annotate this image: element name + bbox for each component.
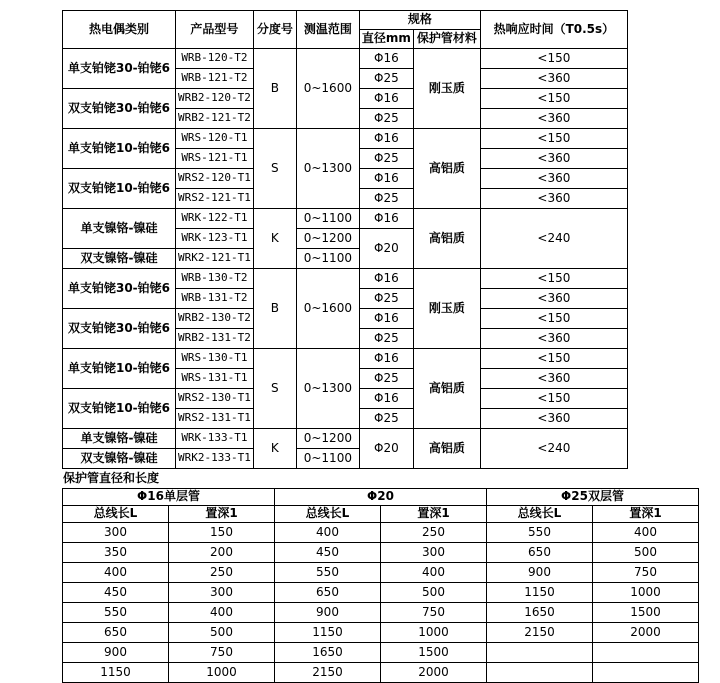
table-cell: 单支铂铑10-铂铑6 <box>63 129 176 169</box>
table-cell: 高铝质 <box>413 209 480 269</box>
table-cell: 刚玉质 <box>413 269 480 349</box>
length-cell: 900 <box>487 563 593 583</box>
table-cell: WRK-123-T1 <box>176 229 254 249</box>
table-cell: WRS2-130-T1 <box>176 389 254 409</box>
protection-tube-length-table <box>62 488 699 683</box>
table-cell: 双支铂铑10-铂铑6 <box>63 169 176 209</box>
table-cell: <150 <box>480 309 627 329</box>
length-table-row <box>63 603 699 623</box>
length-cell: 1000 <box>381 623 487 643</box>
length-cell <box>487 663 593 683</box>
length-cell: 650 <box>63 623 169 643</box>
header-product-model: 产品型号 <box>176 11 254 49</box>
table-cell: Φ25 <box>359 409 413 429</box>
header-graduation-number: 分度号 <box>253 11 296 49</box>
table-cell: Φ25 <box>359 189 413 209</box>
spec-table-row <box>63 209 628 229</box>
table-cell: B <box>253 269 296 349</box>
length-cell: 2150 <box>275 663 381 683</box>
length-cell: 500 <box>169 623 275 643</box>
length-cell: 250 <box>169 563 275 583</box>
header-temperature-range: 测温范围 <box>296 11 359 49</box>
table-cell: K <box>253 209 296 269</box>
table-cell: 单支铂铑10-铂铑6 <box>63 349 176 389</box>
table-cell: WRS2-120-T1 <box>176 169 254 189</box>
table-cell: B <box>253 49 296 129</box>
length-cell: 750 <box>381 603 487 623</box>
table-cell: <360 <box>480 169 627 189</box>
table-cell: S <box>253 349 296 429</box>
table-cell: 0~1100 <box>296 249 359 269</box>
table-cell: 高铝质 <box>413 429 480 469</box>
length-cell: 550 <box>487 523 593 543</box>
protection-tube-section-label: 保护管直径和长度 <box>63 471 160 485</box>
table-cell: WRB2-120-T2 <box>176 89 254 109</box>
length-cell: 1000 <box>593 583 699 603</box>
table-cell: 0~1300 <box>296 129 359 209</box>
table-cell: WRB-131-T2 <box>176 289 254 309</box>
length-cell: 750 <box>169 643 275 663</box>
length-cell: 1500 <box>381 643 487 663</box>
length-cell: 2150 <box>487 623 593 643</box>
length-cell: 300 <box>381 543 487 563</box>
thermocouple-spec-table <box>62 10 628 469</box>
table-cell: WRK2-121-T1 <box>176 249 254 269</box>
table-cell: 高铝质 <box>413 129 480 209</box>
table-cell: Φ16 <box>359 49 413 69</box>
table-cell: <150 <box>480 269 627 289</box>
table-cell: WRS2-131-T1 <box>176 409 254 429</box>
length-col-header: 置深1 <box>593 506 699 523</box>
header-specification: 规格 <box>359 11 480 30</box>
length-cell <box>487 643 593 663</box>
length-table-row <box>63 643 699 663</box>
length-cell: 500 <box>593 543 699 563</box>
table-cell: Φ16 <box>359 169 413 189</box>
length-table-group-row <box>63 489 699 506</box>
table-cell: 单支镍铬-镍硅 <box>63 209 176 249</box>
table-cell: 单支铂铑30-铂铑6 <box>63 269 176 309</box>
table-cell: WRK2-133-T1 <box>176 449 254 469</box>
length-cell: 1150 <box>487 583 593 603</box>
length-cell: 400 <box>381 563 487 583</box>
length-cell: 300 <box>63 523 169 543</box>
table-cell: WRB2-121-T2 <box>176 109 254 129</box>
table-cell: WRS-121-T1 <box>176 149 254 169</box>
table-cell: Φ25 <box>359 289 413 309</box>
spec-table-body <box>63 49 628 469</box>
length-col-header: 置深1 <box>169 506 275 523</box>
table-cell: 0~1100 <box>296 209 359 229</box>
table-cell: Φ16 <box>359 309 413 329</box>
spec-table-row <box>63 349 628 369</box>
length-cell: 1650 <box>487 603 593 623</box>
header-diameter-mm: 直径mm <box>359 30 413 49</box>
table-cell: Φ16 <box>359 269 413 289</box>
table-cell: <360 <box>480 189 627 209</box>
length-cell: 400 <box>275 523 381 543</box>
length-table-row <box>63 563 699 583</box>
table-cell: Φ20 <box>359 229 413 269</box>
length-table-row <box>63 523 699 543</box>
table-cell: WRB2-130-T2 <box>176 309 254 329</box>
table-cell: WRB2-131-T2 <box>176 329 254 349</box>
spec-table-row <box>63 129 628 149</box>
spec-table-row <box>63 49 628 69</box>
table-cell: Φ25 <box>359 149 413 169</box>
length-cell: 1150 <box>63 663 169 683</box>
table-cell: Φ16 <box>359 389 413 409</box>
table-cell: 双支铂铑30-铂铑6 <box>63 309 176 349</box>
table-cell: <360 <box>480 369 627 389</box>
table-cell: 0~1300 <box>296 349 359 429</box>
table-cell: <240 <box>480 209 627 269</box>
length-cell <box>593 643 699 663</box>
table-cell: <360 <box>480 409 627 429</box>
length-cell: 1150 <box>275 623 381 643</box>
header-protection-tube-material: 保护管材料 <box>413 30 480 49</box>
length-col-header: 置深1 <box>381 506 487 523</box>
length-table-row <box>63 583 699 603</box>
length-cell: 250 <box>381 523 487 543</box>
length-cell: 1000 <box>169 663 275 683</box>
spec-header-row-1 <box>63 11 628 30</box>
table-cell: <150 <box>480 49 627 69</box>
table-cell: <360 <box>480 149 627 169</box>
table-cell: 0~1600 <box>296 269 359 349</box>
length-cell: 450 <box>63 583 169 603</box>
table-cell: <360 <box>480 289 627 309</box>
length-cell: 650 <box>487 543 593 563</box>
header-thermocouple-category: 热电偶类别 <box>63 11 176 49</box>
table-cell: WRB-120-T2 <box>176 49 254 69</box>
length-cell: 350 <box>63 543 169 563</box>
table-cell: 刚玉质 <box>413 49 480 129</box>
length-cell: 400 <box>169 603 275 623</box>
length-cell: 2000 <box>381 663 487 683</box>
table-cell: Φ25 <box>359 329 413 349</box>
table-cell: Φ25 <box>359 369 413 389</box>
header-thermal-response-time: 热响应时间（T0.5s） <box>480 11 627 49</box>
table-cell: <150 <box>480 349 627 369</box>
length-table-row <box>63 543 699 563</box>
length-cell: 200 <box>169 543 275 563</box>
table-cell: Φ16 <box>359 129 413 149</box>
table-cell: <360 <box>480 69 627 89</box>
length-table-row <box>63 663 699 683</box>
table-cell: 双支镍铬-镍硅 <box>63 249 176 269</box>
table-cell: <150 <box>480 89 627 109</box>
table-cell: K <box>253 429 296 469</box>
length-cell: 550 <box>63 603 169 623</box>
table-cell: 0~1200 <box>296 229 359 249</box>
length-cell: 900 <box>275 603 381 623</box>
length-table-body <box>63 523 699 683</box>
length-cell: 400 <box>593 523 699 543</box>
table-cell: <360 <box>480 109 627 129</box>
table-cell: 单支铂铑30-铂铑6 <box>63 49 176 89</box>
spec-table-row <box>63 269 628 289</box>
table-cell: <360 <box>480 329 627 349</box>
table-cell: WRK-122-T1 <box>176 209 254 229</box>
table-cell: WRS-130-T1 <box>176 349 254 369</box>
table-cell: <150 <box>480 389 627 409</box>
table-cell: 双支镍铬-镍硅 <box>63 449 176 469</box>
table-cell: 双支铂铑10-铂铑6 <box>63 389 176 429</box>
table-cell: 双支铂铑30-铂铑6 <box>63 89 176 129</box>
length-cell <box>593 663 699 683</box>
length-cell: 300 <box>169 583 275 603</box>
length-group-header: Φ16单层管 <box>63 489 275 506</box>
table-cell: WRS2-121-T1 <box>176 189 254 209</box>
length-col-header: 总线长L <box>275 506 381 523</box>
table-cell: 0~1200 <box>296 429 359 449</box>
table-cell: WRK-133-T1 <box>176 429 254 449</box>
table-cell: 单支镍铬-镍硅 <box>63 429 176 449</box>
length-col-header: 总线长L <box>487 506 593 523</box>
length-table-row <box>63 623 699 643</box>
length-cell: 400 <box>63 563 169 583</box>
length-cell: 900 <box>63 643 169 663</box>
table-cell: WRB-121-T2 <box>176 69 254 89</box>
table-cell: Φ16 <box>359 349 413 369</box>
spec-table-row <box>63 429 628 449</box>
length-cell: 1650 <box>275 643 381 663</box>
table-cell: Φ16 <box>359 89 413 109</box>
table-cell: WRS-120-T1 <box>176 129 254 149</box>
length-cell: 550 <box>275 563 381 583</box>
table-cell: Φ20 <box>359 429 413 469</box>
table-cell: Φ25 <box>359 69 413 89</box>
table-cell: 0~1600 <box>296 49 359 129</box>
table-cell: 0~1100 <box>296 449 359 469</box>
length-cell: 450 <box>275 543 381 563</box>
length-cell: 2000 <box>593 623 699 643</box>
length-cell: 1500 <box>593 603 699 623</box>
table-cell: <150 <box>480 129 627 149</box>
table-cell: <240 <box>480 429 627 469</box>
length-group-header: Φ25双层管 <box>487 489 699 506</box>
table-cell: Φ25 <box>359 109 413 129</box>
table-cell: WRS-131-T1 <box>176 369 254 389</box>
length-cell: 650 <box>275 583 381 603</box>
length-cell: 500 <box>381 583 487 603</box>
length-col-header: 总线长L <box>63 506 169 523</box>
length-table-header-row <box>63 506 699 523</box>
table-cell: S <box>253 129 296 209</box>
length-cell: 750 <box>593 563 699 583</box>
table-cell: Φ16 <box>359 209 413 229</box>
length-cell: 150 <box>169 523 275 543</box>
table-cell: WRB-130-T2 <box>176 269 254 289</box>
table-cell: 高铝质 <box>413 349 480 429</box>
length-group-header: Φ20 <box>275 489 487 506</box>
